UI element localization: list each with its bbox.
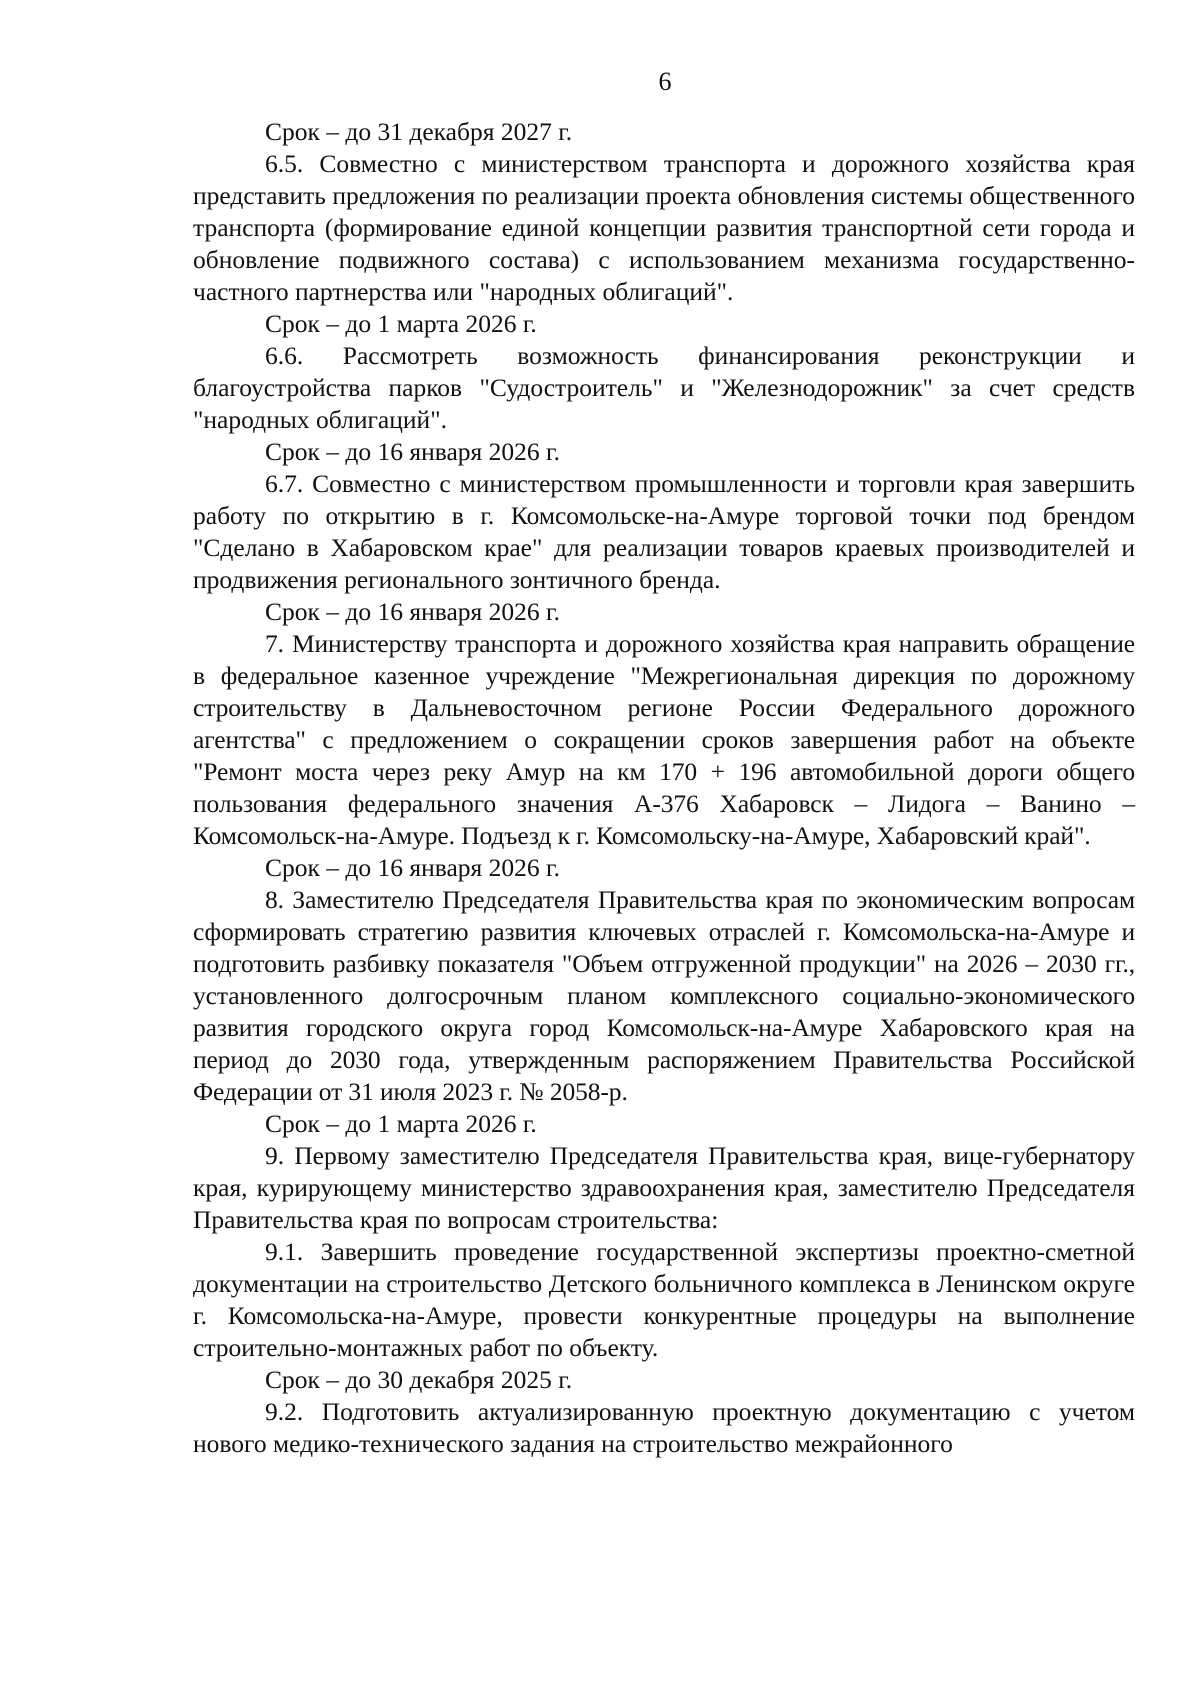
deadline-paragraph: Срок – до 30 декабря 2025 г.: [265, 1365, 573, 1394]
deadline-paragraph: Срок – до 1 марта 2026 г.: [265, 309, 537, 338]
page-number: 6: [658, 67, 672, 96]
deadline-paragraph: Срок – до 16 января 2026 г.: [265, 597, 560, 626]
document-body: [193, 116, 1135, 1460]
item-paragraph-9: 9. Первому заместителю Председателя Правительства края, вице-губернатору края, курирующему министерство здравоохранения края, заместителю Председателя Правительства края по вопросам строительства:: [193, 1141, 1135, 1234]
item-paragraph-7: 7. Министерству транспорта и дорожного хозяйства края направить обращение в федеральное казенное учреждение "Межрегиональная дирекция по дорожному строительству в Дальневосточном регионе России Федерального дорожного агентства" с предложением о сокращении сроков завершения работ на объекте "Ремонт моста через реку Амур на км 170 + 196 автомобильной дороги общего пользования федерального значения А-376 Хабаровск – Лидога – Ванино – Комсомольск-на-Амуре. Подъезд к г. Комсомольску-на-Амуре, Хабаровский край".: [193, 629, 1135, 850]
deadline-paragraph: Срок – до 16 января 2026 г.: [265, 853, 560, 882]
item-paragraph-6-6: 6.6. Рассмотреть возможность финансирования реконструкции и благоустройства парков "Судостроитель" и "Железнодорожник" за счет средств "народных облигаций".: [193, 341, 1135, 434]
item-paragraph-9-2: 9.2. Подготовить актуализированную проектную документацию с учетом нового медико-технического задания на строительство межрайонного: [193, 1397, 1135, 1458]
item-paragraph-9-1: 9.1. Завершить проведение государственной экспертизы проектно-сметной документации на строительство Детского больничного комплекса в Ленинском округе г. Комсомольска-на-Амуре, провести конкурентные процедуры на выполнение строительно-монтажных работ по объекту.: [193, 1237, 1135, 1362]
deadline-paragraph: Срок – до 31 декабря 2027 г.: [265, 117, 573, 146]
item-paragraph-6-5: 6.5. Совместно с министерством транспорта и дорожного хозяйства края представить предложения по реализации проекта обновления системы общественного транспорта (формирование единой концепции развития транспортной сети города и обновление подвижного состава) с использованием механизма государственно-частного партнерства или "народных облигаций".: [193, 149, 1135, 306]
item-paragraph-8: 8. Заместителю Председателя Правительства края по экономическим вопросам сформировать стратегию развития ключевых отраслей г. Комсомольска-на-Амуре и подготовить разбивку показателя "Объем отгруженной продукции" на 2026 – 2030 гг., установленного долгосрочным планом комплексного социально-экономического развития городского округа город Комсомольск-на-Амуре Хабаровского края на период до 2030 года, утвержденным распоряжением Правительства Российской Федерации от 31 июля 2023 г. № 2058-р.: [193, 885, 1135, 1106]
item-paragraph-6-7: 6.7. Совместно с министерством промышленности и торговли края завершить работу по открытию в г. Комсомольске-на-Амуре торговой точки под брендом "Сделано в Хабаровском крае" для реализации товаров краевых производителей и продвижения регионального зонтичного бренда.: [193, 469, 1135, 594]
deadline-paragraph: Срок – до 1 марта 2026 г.: [265, 1109, 537, 1138]
deadline-paragraph: Срок – до 16 января 2026 г.: [265, 437, 560, 466]
